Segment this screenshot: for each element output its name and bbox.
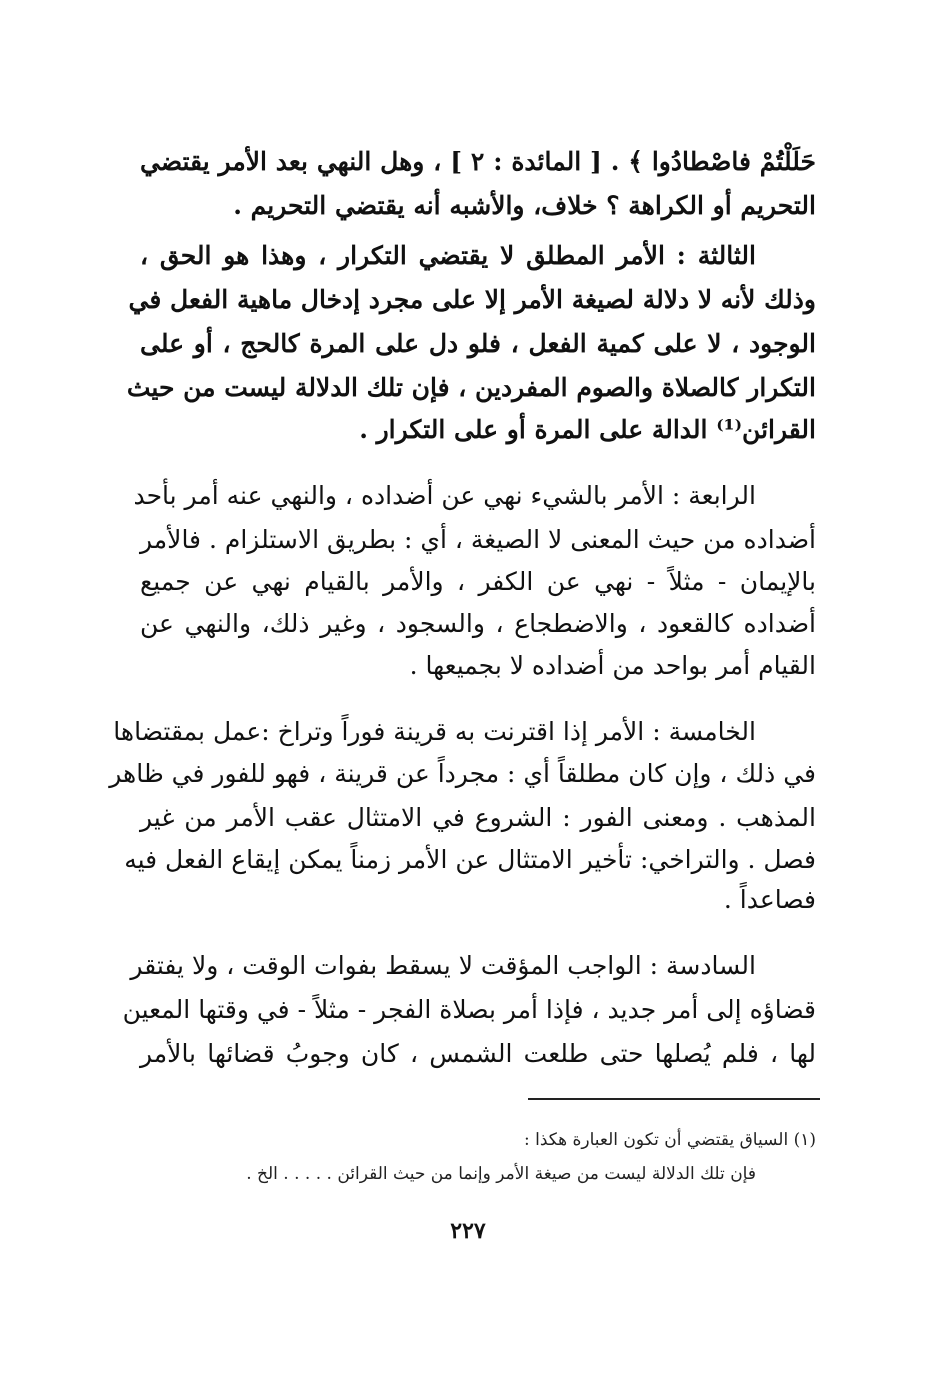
text-line: القيام أمر بواحد من أضداده لا بجميعها . [409, 651, 816, 680]
text-line: الرابعة : الأمر بالشيء نهي عن أضداده ، والنهي عنه أمر بأحد [133, 481, 756, 510]
text-line: التكرار كالصلاة والصوم المفردين ، فإن تلك الدلالة ليست من حيث [126, 373, 816, 402]
text-line: المذهب . ومعنى الفور : الشروع في الامتثال عقب الأمر من غير [140, 803, 816, 832]
text-line: الوجود ، لا على كمية الفعل ، فلو دل على المرة كالحج ، أو على [140, 329, 816, 358]
page-number: ٢٢٧ [450, 1218, 486, 1244]
text-line: التحريم أو الكراهة ؟ خلاف، والأشبه أنه يقتضي التحريم . [233, 191, 816, 220]
text-line: قضاؤه إلى أمر جديد ، فإذا أمر بصلاة الفجر - مثلاً - في وقتها المعين [122, 995, 816, 1024]
text-line: في ذلك ، وإن كان مطلقاً أي : مجرداً عن قرينة ، فهو للفور في ظاهر [109, 759, 816, 788]
text-line: فصاعداً . [723, 885, 816, 914]
footnote-line: (١) السياق يقتضي أن تكون العبارة هكذا : [523, 1130, 816, 1150]
text-line: فصل . والتراخي: تأخير الامتثال عن الأمر زمناً يمكن إيقاع الفعل فيه [124, 845, 816, 874]
text-line: لها ، فلم يُصلها حتى طلعت الشمس ، كان وجوبُ قضائها بالأمر [140, 1039, 816, 1068]
text-line: الخامسة : الأمر إذا اقترنت به قرينة فوراً وتراخ :عمل بمقتضاها [113, 717, 756, 746]
text-line: الثالثة : الأمر المطلق لا يقتضي التكرار ، وهذا هو الحق ، [140, 241, 756, 270]
text-line: أضداده من حيث المعنى لا الصيغة ، أي : بطريق الاستلزام . فالأمر [140, 525, 816, 554]
text-line: وذلك لأنه لا دلالة لصيغة الأمر إلا على مجرد إدخال ماهية الفعل في [128, 285, 816, 314]
text-line: حَلَلْتُمْ فاصْطادُوا ﴾ . [ المائدة : ٢ ] ، وهل النهي بعد الأمر يقتضي [140, 147, 816, 176]
text-line: أضداده كالقعود ، والاضطجاع ، والسجود ، وغير ذلك، والنهي عن [140, 609, 816, 638]
footnote-line: فإن تلك الدلالة ليست من صيغة الأمر وإنما من حيث القرائن . . . . . الخ . [246, 1164, 756, 1184]
text-line: القرائن⁽¹⁾ الدالة على المرة أو على التكرار . [359, 415, 816, 444]
text-line: بالإيمان - مثلاً - نهي عن الكفر ، والأمر بالقيام نهي عن جميع [140, 567, 816, 596]
footnote-separator [528, 1098, 820, 1100]
text-line: السادسة : الواجب المؤقت لا يسقط بفوات الوقت ، ولا يفتقر [130, 951, 756, 980]
